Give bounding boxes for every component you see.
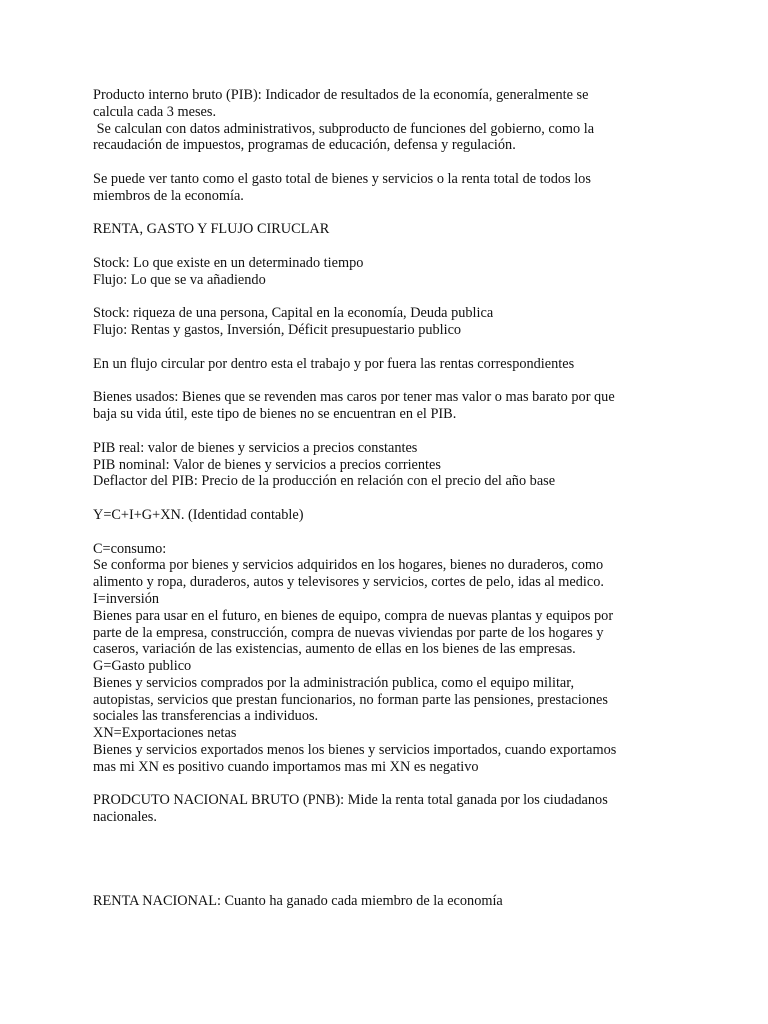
inversion-line-3: caseros, variación de las existencias, aumento de ellas en los bienes de las empresas.	[93, 641, 576, 658]
consumo-line-1: Se conforma por bienes y servicios adquiridos en los hogares, bienes no duraderos, como	[93, 557, 604, 574]
stock-definition: Stock: Lo que existe en un determinado tiempo	[93, 254, 364, 271]
spacer	[93, 423, 693, 440]
inversion-line-2: parte de la empresa, construcción, compra de nuevas viviendas por parte de los hogares y	[93, 624, 604, 641]
gasto-paragraph-line-2: miembros de la economía.	[93, 187, 244, 204]
spacer	[93, 524, 693, 541]
pib-definition-line-1: Producto interno bruto (PIB): Indicador de resultados de la economía, generalmente se	[93, 87, 589, 103]
consumo-line-2: alimento y ropa, duraderos, autos y televisores y servicios, cortes de pelo, idas al medico.	[93, 574, 604, 591]
exportaciones-line-2: mas mi XN es positivo cuando importamos mas mi XN es negativo	[93, 758, 479, 775]
flujo-definition: Flujo: Lo que se va añadiendo	[93, 271, 266, 288]
spacer	[93, 339, 693, 356]
bienes-usados-line-1: Bienes usados: Bienes que se revenden mas caros por tener mas valor o mas barato por que	[93, 389, 615, 406]
gasto-publico-line-2: autopistas, servicios que prestan funcionarios, no forman parte las pensiones, prestaciones	[93, 691, 608, 708]
gasto-paragraph-line-1: Se puede ver tanto como el gasto total de bienes y servicios o la renta total de todos los	[93, 170, 591, 187]
spacer	[93, 776, 693, 793]
bienes-usados-line-2: baja su vida útil, este tipo de bienes no se encuentran en el PIB.	[93, 406, 457, 423]
flujo-circular-paragraph: En un flujo circular por dentro esta el trabajo y por fuera las rentas correspondientes	[93, 355, 575, 372]
gasto-publico-line-3: sociales las transferencias a individuos.	[93, 708, 319, 725]
spacer	[93, 373, 693, 390]
spacer	[93, 289, 693, 306]
gasto-publico-line-1: Bienes y servicios comprados por la administración publica, como el equipo militar,	[93, 674, 575, 691]
spacer	[93, 876, 693, 893]
pnb-line-1: PRODCUTO NACIONAL BRUTO (PNB): Mide la renta total ganada por los ciudadanos	[93, 792, 608, 809]
flujo-examples: Flujo: Rentas y gastos, Inversión, Déficit presupuestario publico	[93, 322, 462, 339]
inversion-heading: I=inversión	[93, 590, 160, 607]
consumo-heading: C=consumo:	[93, 540, 167, 557]
renta-nacional-paragraph: RENTA NACIONAL: Cuanto ha ganado cada miembro de la economía	[93, 893, 503, 910]
spacer	[93, 490, 693, 507]
spacer	[93, 205, 693, 222]
document-page	[93, 87, 693, 910]
exportaciones-line-1: Bienes y servicios exportados menos los bienes y servicios importados, cuando exportamos	[93, 742, 617, 759]
pib-real-definition: PIB real: valor de bienes y servicios a precios constantes	[93, 439, 418, 456]
inversion-line-1: Bienes para usar en el futuro, en bienes de equipo, compra de nuevas plantas y equipos por	[93, 607, 614, 624]
pib-definition-line-4: recaudación de impuestos, programas de educación, defensa y regulación.	[93, 137, 516, 154]
deflactor-definition: Deflactor del PIB: Precio de la producción en relación con el precio del año base	[93, 473, 556, 490]
pib-nominal-definition: PIB nominal: Valor de bienes y servicios a precios corrientes	[93, 456, 441, 473]
pib-definition-line-2: calcula cada 3 meses.	[93, 103, 217, 120]
exportaciones-heading: XN=Exportaciones netas	[93, 725, 237, 742]
spacer	[93, 238, 693, 255]
spacer-large	[93, 826, 693, 876]
identidad-contable: Y=C+I+G+XN. (Identidad contable)	[93, 506, 304, 523]
renta-gasto-heading: RENTA, GASTO Y FLUJO CIRUCLAR	[93, 221, 330, 238]
spacer	[93, 154, 693, 171]
gasto-publico-heading: G=Gasto publico	[93, 658, 192, 675]
pnb-line-2: nacionales.	[93, 809, 157, 826]
pib-definition-line-3: Se calculan con datos administrativos, subproducto de funciones del gobierno, como la	[93, 120, 595, 137]
stock-examples: Stock: riqueza de una persona, Capital en la economía, Deuda publica	[93, 305, 494, 322]
